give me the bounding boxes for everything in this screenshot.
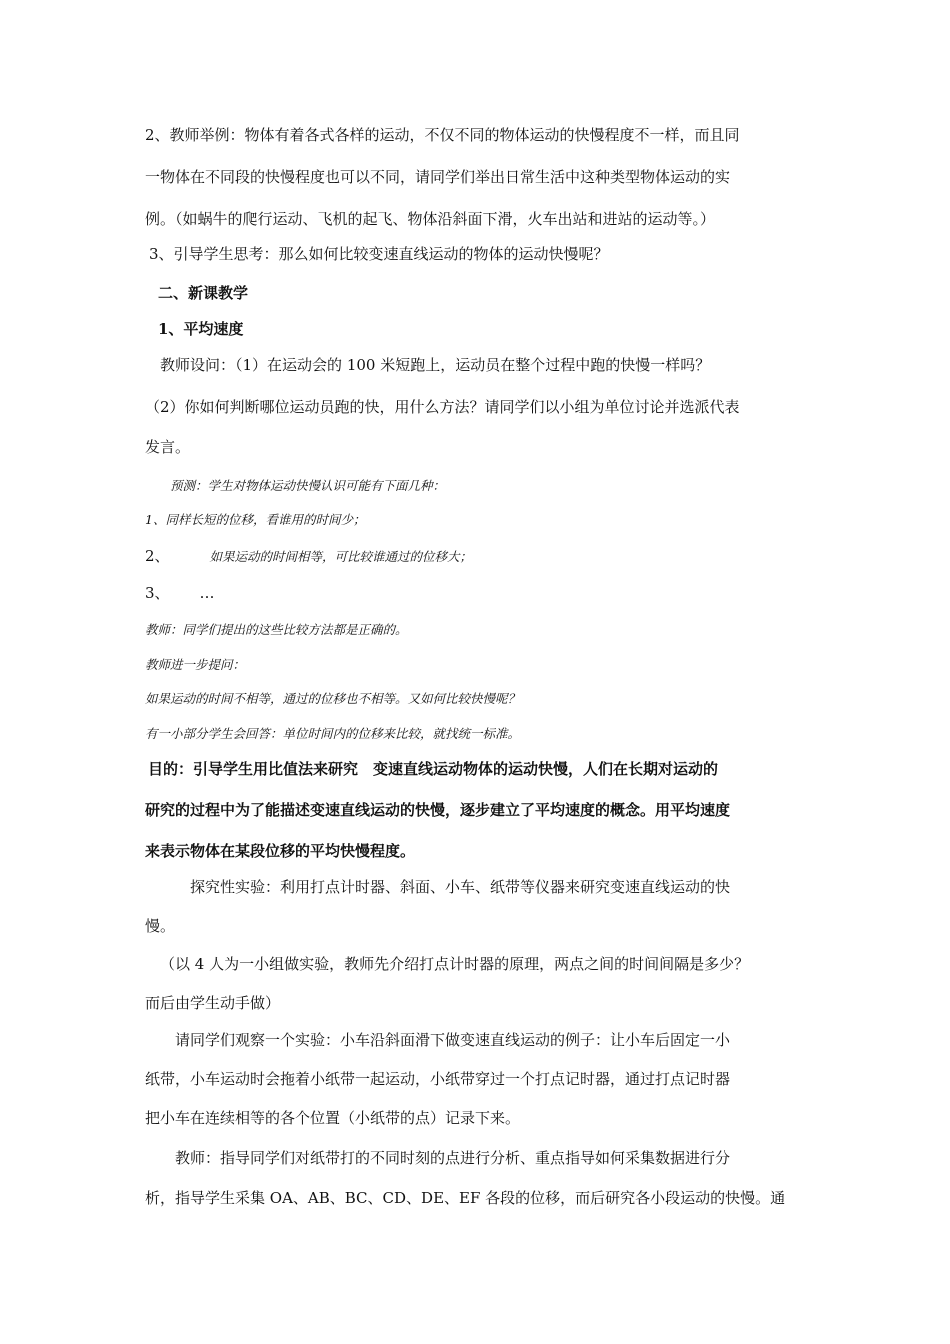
list-item <box>145 514 365 527</box>
text-line: 发言。 <box>145 438 191 456</box>
text-line: （以 4 人为一小组做实验，教师先介绍打点计时器的原理，两点之间的时间间隔是多少？ <box>160 955 750 973</box>
text-line: 例。（如蜗牛的爬行运动、飞机的起飞、物体沿斜面下滑，火车出站和进站的运动等。） <box>145 210 716 228</box>
section-heading: 二、新课教学 <box>158 284 249 302</box>
text-line: 教师设问：（1）在运动会的 100 米短跑上，运动员在整个过程中跑的快慢一样吗？ <box>160 356 711 374</box>
list-item <box>145 549 472 564</box>
italic-line: 教师：同学们提出的这些比较方法都是正确的。 <box>145 622 408 637</box>
text-line: 一物体在不同段的快慢程度也可以不同，请同学们举出日常生活中这种类型物体运动的实 <box>145 168 731 186</box>
text-line: 请同学们观察一个实验：小车沿斜面滑下做变速直线运动的例子：让小车后固定一小 <box>175 1031 731 1049</box>
text-line: 3、引导学生思考：那么如何比较变速直线运动的物体的运动快慢呢？ <box>149 245 609 263</box>
purpose-line: 来表示物体在某段位移的平均快慢程度。 <box>145 842 416 860</box>
text-line: 把小车在连续相等的各个位置（小纸带的点）记录下来。 <box>145 1109 521 1127</box>
text-line: 而后由学生动手做） <box>145 994 281 1012</box>
purpose-line: 目的：引导学生用比值法来研究 变速直线运动物体的运动快慢，人们在长期对运动的 <box>148 760 719 778</box>
list-item-number: 1、 <box>145 512 166 527</box>
text-line: 2、教师举例：物体有着各式各样的运动，不仅不同的物体运动的快慢程度不一样，而且同 <box>145 126 740 144</box>
prediction-text: 学生对物体运动快慢认识可能有下面几种： <box>207 478 446 493</box>
sub-heading: 1、平均速度 <box>158 320 244 338</box>
list-item-number: 2、 <box>145 547 170 565</box>
purpose-line: 研究的过程中为了能描述变速直线运动的快慢，逐步建立了平均速度的概念。用平均速度 <box>145 801 731 819</box>
italic-line: 如果运动的时间不相等，通过的位移也不相等。又如何比较快慢呢？ <box>145 691 521 706</box>
text-line: 慢。 <box>145 917 176 935</box>
list-item-text: 同样长短的位移，看谁用的时间少； <box>165 512 366 527</box>
text-line: （2）你如何判断哪位运动员跑的快，用什么方法？请同学们以小组为单位讨论并选派代表 <box>145 398 740 416</box>
list-item <box>145 586 215 601</box>
list-item-text: 如果运动的时间相等，可比较谁通过的位移大； <box>209 549 473 564</box>
italic-line: 教师进一步提问： <box>145 657 246 672</box>
prediction-label: 预测： <box>170 478 208 493</box>
list-item-number: 3、 <box>145 584 170 602</box>
prediction-line <box>170 480 445 493</box>
text-line: 探究性实验：利用打点计时器、斜面、小车、纸带等仪器来研究变速直线运动的快 <box>190 878 731 896</box>
italic-line: 有一小部分学生会回答：单位时间内的位移来比较，就找统一标准。 <box>145 726 521 741</box>
text-line: 教师：指导同学们对纸带打的不同时刻的点进行分析、重点指导如何采集数据进行分 <box>175 1149 731 1167</box>
text-line: 纸带，小车运动时会拖着小纸带一起运动，小纸带穿过一个打点记时器，通过打点记时器 <box>145 1070 731 1088</box>
text-line: 析，指导学生采集 OA、AB、BC、CD、DE、EF 各段的位移，而后研究各小段运动的快慢。通 <box>145 1189 786 1207</box>
list-item-text: … <box>199 584 215 602</box>
